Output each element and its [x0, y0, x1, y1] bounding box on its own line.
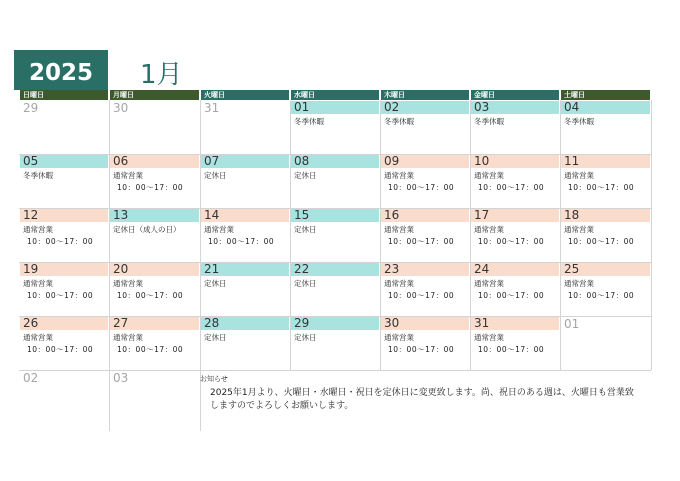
weekday-header: 日曜日: [20, 90, 108, 100]
day-cell: [290, 317, 380, 370]
day-status-text: 定休日: [294, 333, 317, 342]
day-cell: [109, 263, 200, 316]
day-status-text: 通常営業: [384, 225, 414, 234]
grid-vline: [109, 100, 110, 431]
day-hours-text: 10：00～17：00: [27, 345, 94, 354]
day-cell: [470, 317, 560, 370]
day-hours-text: 10：00～17：00: [478, 291, 545, 300]
day-status-text: 通常営業: [23, 279, 53, 288]
day-status-text: 通常営業: [474, 333, 504, 342]
day-cell: [19, 317, 109, 370]
day-cell: [470, 101, 560, 154]
day-hours-text: 10：00～17：00: [388, 345, 455, 354]
day-cell: [290, 155, 380, 208]
day-status-text: 通常営業: [474, 225, 504, 234]
notice-title: お知らせ: [200, 375, 228, 383]
day-cell: [560, 209, 651, 262]
day-cell: [380, 101, 470, 154]
day-cell: [290, 101, 380, 154]
day-number: 28: [204, 317, 220, 330]
day-number: 31: [474, 317, 490, 330]
day-status-text: 定休日: [294, 171, 317, 180]
day-number: 16: [384, 209, 400, 222]
day-cell: [380, 155, 470, 208]
weekday-header: 木曜日: [381, 90, 469, 100]
day-cell: [470, 155, 560, 208]
day-cell: [560, 155, 651, 208]
day-cell: [200, 155, 290, 208]
day-number: 22: [294, 263, 310, 276]
day-status-text: 冬季休暇: [384, 117, 414, 126]
day-number: 02: [384, 101, 400, 114]
day-hours-text: 10：00～17：00: [27, 237, 94, 246]
day-hours-text: 10：00～17：00: [478, 183, 545, 192]
day-number: 03: [113, 371, 129, 385]
grid-vline: [560, 100, 561, 370]
day-number: 19: [23, 263, 39, 276]
day-hours-text: 10：00～17：00: [117, 183, 184, 192]
day-cell: [380, 209, 470, 262]
day-hours-text: 10：00～17：00: [117, 291, 184, 300]
day-status-text: 定休日: [294, 225, 317, 234]
grid-vline: [380, 100, 381, 370]
day-number: 08: [294, 155, 310, 168]
day-status-text: 定休日: [204, 333, 227, 342]
day-hours-text: 10：00～17：00: [568, 237, 635, 246]
day-hours-text: 10：00～17：00: [388, 183, 455, 192]
day-number: 21: [204, 263, 220, 276]
day-hours-text: 10：00～17：00: [568, 183, 635, 192]
weekday-header: 土曜日: [561, 90, 650, 100]
day-number: 11: [564, 155, 580, 168]
day-cell: [200, 263, 290, 316]
day-cell: [19, 263, 109, 316]
day-status-text: 通常営業: [23, 225, 53, 234]
day-cell: [290, 209, 380, 262]
day-number: 07: [204, 155, 220, 168]
day-hours-text: 10：00～17：00: [478, 345, 545, 354]
day-status-text: 通常営業: [564, 171, 594, 180]
day-cell: [109, 371, 200, 431]
day-cell: [19, 101, 109, 154]
weekday-header: 金曜日: [471, 90, 559, 100]
day-status-text: 通常営業: [474, 171, 504, 180]
day-number: 02: [23, 371, 39, 385]
day-number: 03: [474, 101, 490, 114]
day-status-text: 通常営業: [384, 333, 414, 342]
day-number: 12: [23, 209, 39, 222]
day-status-text: 通常営業: [204, 225, 234, 234]
day-number: 30: [384, 317, 400, 330]
day-number: 20: [113, 263, 129, 276]
day-number: 14: [204, 209, 220, 222]
grid-vline: [651, 100, 652, 370]
day-status-text: 通常営業: [384, 171, 414, 180]
grid-vline: [290, 100, 291, 370]
day-status-text: 通常営業: [564, 279, 594, 288]
day-status-text: 冬季休暇: [23, 171, 53, 180]
day-cell: [109, 209, 200, 262]
grid-hline: [19, 154, 651, 155]
day-status-text: 通常営業: [113, 171, 143, 180]
day-number: 29: [294, 317, 310, 330]
weekday-header: 水曜日: [291, 90, 379, 100]
day-status-text: 通常営業: [474, 279, 504, 288]
day-hours-text: 10：00～17：00: [208, 237, 275, 246]
grid-hline: [19, 262, 651, 263]
day-cell: [19, 371, 109, 431]
day-number: 30: [113, 101, 129, 115]
day-number: 29: [23, 101, 39, 115]
day-status-text: 定休日: [294, 279, 317, 288]
day-number: 06: [113, 155, 129, 168]
day-number: 15: [294, 209, 310, 222]
day-number: 23: [384, 263, 400, 276]
day-status-text: 定休日: [204, 279, 227, 288]
day-hours-text: 10：00～17：00: [388, 291, 455, 300]
day-hours-text: 10：00～17：00: [388, 237, 455, 246]
day-cell: [109, 155, 200, 208]
day-number: 05: [23, 155, 39, 168]
day-cell: [380, 317, 470, 370]
year-label: 2025: [14, 50, 108, 90]
day-number: 13: [113, 209, 129, 222]
day-number: 09: [384, 155, 400, 168]
day-number: 26: [23, 317, 39, 330]
day-number: 10: [474, 155, 490, 168]
day-number: 17: [474, 209, 490, 222]
day-number: 04: [564, 101, 580, 114]
grid-hline: [19, 316, 651, 317]
day-status-text: 通常営業: [564, 225, 594, 234]
day-cell: [109, 317, 200, 370]
day-status-text: 通常営業: [23, 333, 53, 342]
day-number: 18: [564, 209, 580, 222]
day-number: 01: [294, 101, 310, 114]
day-status-text: 通常営業: [113, 279, 143, 288]
day-status-text: 通常営業: [384, 279, 414, 288]
notice-body: 2025年1月より、火曜日・水曜日・祝日を定休日に変更致します。尚、祝日のある週は、火曜日も営業致しますのでよろしくお願いします。: [210, 388, 634, 411]
day-status-text: 通常営業: [113, 333, 143, 342]
calendar-grid: [19, 90, 651, 431]
day-number: 01: [564, 317, 580, 331]
day-hours-text: 10：00～17：00: [568, 291, 635, 300]
grid-vline: [470, 100, 471, 370]
day-hours-text: 10：00～17：00: [117, 345, 184, 354]
day-cell: [19, 209, 109, 262]
day-number: 27: [113, 317, 129, 330]
day-cell: [470, 209, 560, 262]
day-cell: [200, 101, 290, 154]
day-number: 24: [474, 263, 490, 276]
day-cell: [560, 263, 651, 316]
day-hours-text: 10：00～17：00: [27, 291, 94, 300]
day-status-text: 冬季休暇: [294, 117, 324, 126]
day-status-text: 定休日（成人の日）: [113, 225, 181, 234]
day-cell: [560, 317, 651, 370]
day-status-text: 定休日: [204, 171, 227, 180]
notice-box: [200, 370, 651, 413]
day-cell: [200, 317, 290, 370]
day-cell: [560, 101, 651, 154]
grid-hline: [19, 208, 651, 209]
day-status-text: 冬季休暇: [474, 117, 504, 126]
day-cell: [200, 209, 290, 262]
day-cell: [290, 263, 380, 316]
day-cell: [470, 263, 560, 316]
day-status-text: 冬季休暇: [564, 117, 594, 126]
day-hours-text: 10：00～17：00: [478, 237, 545, 246]
month-label: 1月: [140, 60, 183, 90]
day-cell: [380, 263, 470, 316]
day-cell: [109, 101, 200, 154]
weekday-header: 火曜日: [201, 90, 289, 100]
day-number: 31: [204, 101, 220, 115]
weekday-header: 月曜日: [110, 90, 199, 100]
day-cell: [19, 155, 109, 208]
day-number: 25: [564, 263, 580, 276]
